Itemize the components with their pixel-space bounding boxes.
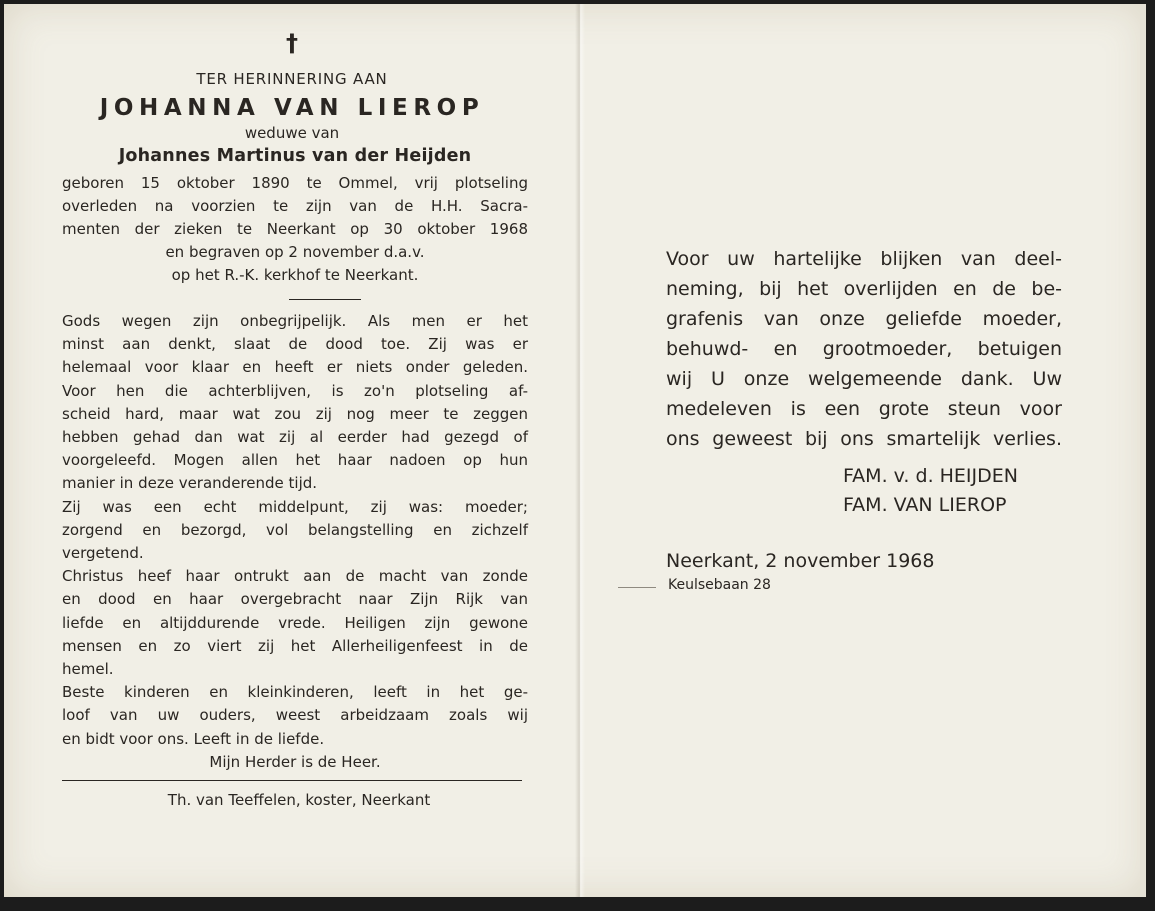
- text-line: en bidt voor ons. Leeft in de liefde.: [62, 729, 325, 748]
- text-line: hebben gehad dan wat zij al eerder had gezegd of: [62, 428, 528, 447]
- card-edge: [1140, 4, 1146, 897]
- right-panel: [666, 244, 1062, 597]
- address-row: [666, 575, 1062, 597]
- motto: Mijn Herder is de Heer.: [209, 752, 381, 771]
- text-line: Beste kinderen en kleinkinderen, leeft in het ge-: [62, 683, 528, 702]
- text-line: Voor hen die achterblijven, is zo'n plotseling af-: [62, 381, 528, 400]
- text-line: vergetend.: [62, 544, 144, 563]
- text-line: manier in deze veranderende tijd.: [62, 474, 318, 493]
- bio-line: en begraven op 2 november d.a.v.: [165, 243, 425, 261]
- thanks-line: medeleven is een grote steun voor: [666, 398, 1062, 420]
- divider: [62, 780, 522, 781]
- thanks-line: ons geweest bij ons smartelijk verlies.: [666, 428, 1062, 450]
- husband-name: Johannes Martinus van der Heijden: [118, 146, 472, 166]
- family-signatures: [843, 462, 1062, 520]
- pencil-arrow-mark: [618, 587, 656, 588]
- biography: [62, 172, 528, 287]
- thanks-line: neming, bij het overlijden en de be-: [666, 278, 1062, 300]
- place-date: Neerkant, 2 november 1968: [666, 550, 935, 572]
- bio-line: geboren 15 oktober 1890 te Ommel, vrij plotseling: [62, 174, 528, 192]
- text-line: liefde en altijddurende vrede. Heiligen zijn gewone: [62, 613, 528, 632]
- text-line: en dood en haar overgebracht naar Zijn Rijk van: [62, 590, 528, 609]
- address: Keulsebaan 28: [668, 577, 771, 593]
- card-fold: [575, 4, 585, 897]
- text-line: Zij was een echt middelpunt, zij was: moeder;: [62, 497, 528, 516]
- deceased-name: JOHANNA VAN LIEROP: [99, 95, 485, 121]
- text-line: hemel.: [62, 660, 114, 679]
- thank-you-text: [666, 244, 1062, 454]
- widow-of-label: weduwe van: [244, 124, 340, 142]
- text-line: zorgend en bezorgd, vol belangstelling en zichzelf: [62, 520, 528, 539]
- thanks-line: grafenis van onze geliefde moeder,: [666, 308, 1062, 330]
- text-line: Gods wegen zijn onbegrijpelijk. Als men er het: [62, 312, 528, 330]
- thanks-line: behuwd- en grootmoeder, betuigen: [666, 338, 1062, 360]
- bio-line: menten der zieken te Neerkant op 30 oktober 1968: [62, 220, 528, 238]
- family-name: FAM. VAN LIEROP: [843, 494, 1007, 516]
- cross-icon: †: [286, 29, 298, 57]
- intro-heading: TER HERINNERING AAN: [196, 70, 388, 88]
- divider: [289, 299, 361, 300]
- bio-line: op het R.-K. kerkhof te Neerkant.: [171, 266, 419, 284]
- thanks-line: wij U onze welgemeende dank. Uw: [666, 368, 1062, 390]
- bio-line: overleden na voorzien te zijn van de H.H. Sacra-: [62, 197, 528, 215]
- memorial-text: [62, 310, 528, 751]
- text-line: minst aan denkt, slaat de dood toe. Zij was er: [62, 335, 528, 354]
- family-name: FAM. v. d. HEIJDEN: [843, 465, 1018, 487]
- text-line: mensen en zo viert zij het Allerheiligenfeest in de: [62, 636, 528, 655]
- text-line: scheid hard, maar wat zou zij nog meer te zeggen: [62, 404, 528, 423]
- thanks-line: Voor uw hartelijke blijken van deel-: [666, 248, 1062, 270]
- left-panel: [62, 28, 528, 809]
- text-line: Christus heef haar ontrukt aan de macht van zonde: [62, 567, 528, 586]
- text-line: voorgeleefd. Mogen allen het haar nadoen op hun: [62, 451, 528, 470]
- text-line: loof van uw ouders, weest arbeidzaam zoals wij: [62, 706, 528, 725]
- printer-credit: Th. van Teeffelen, koster, Neerkant: [167, 790, 431, 809]
- text-line: helemaal voor klaar en heeft er niets onder geleden.: [62, 358, 528, 377]
